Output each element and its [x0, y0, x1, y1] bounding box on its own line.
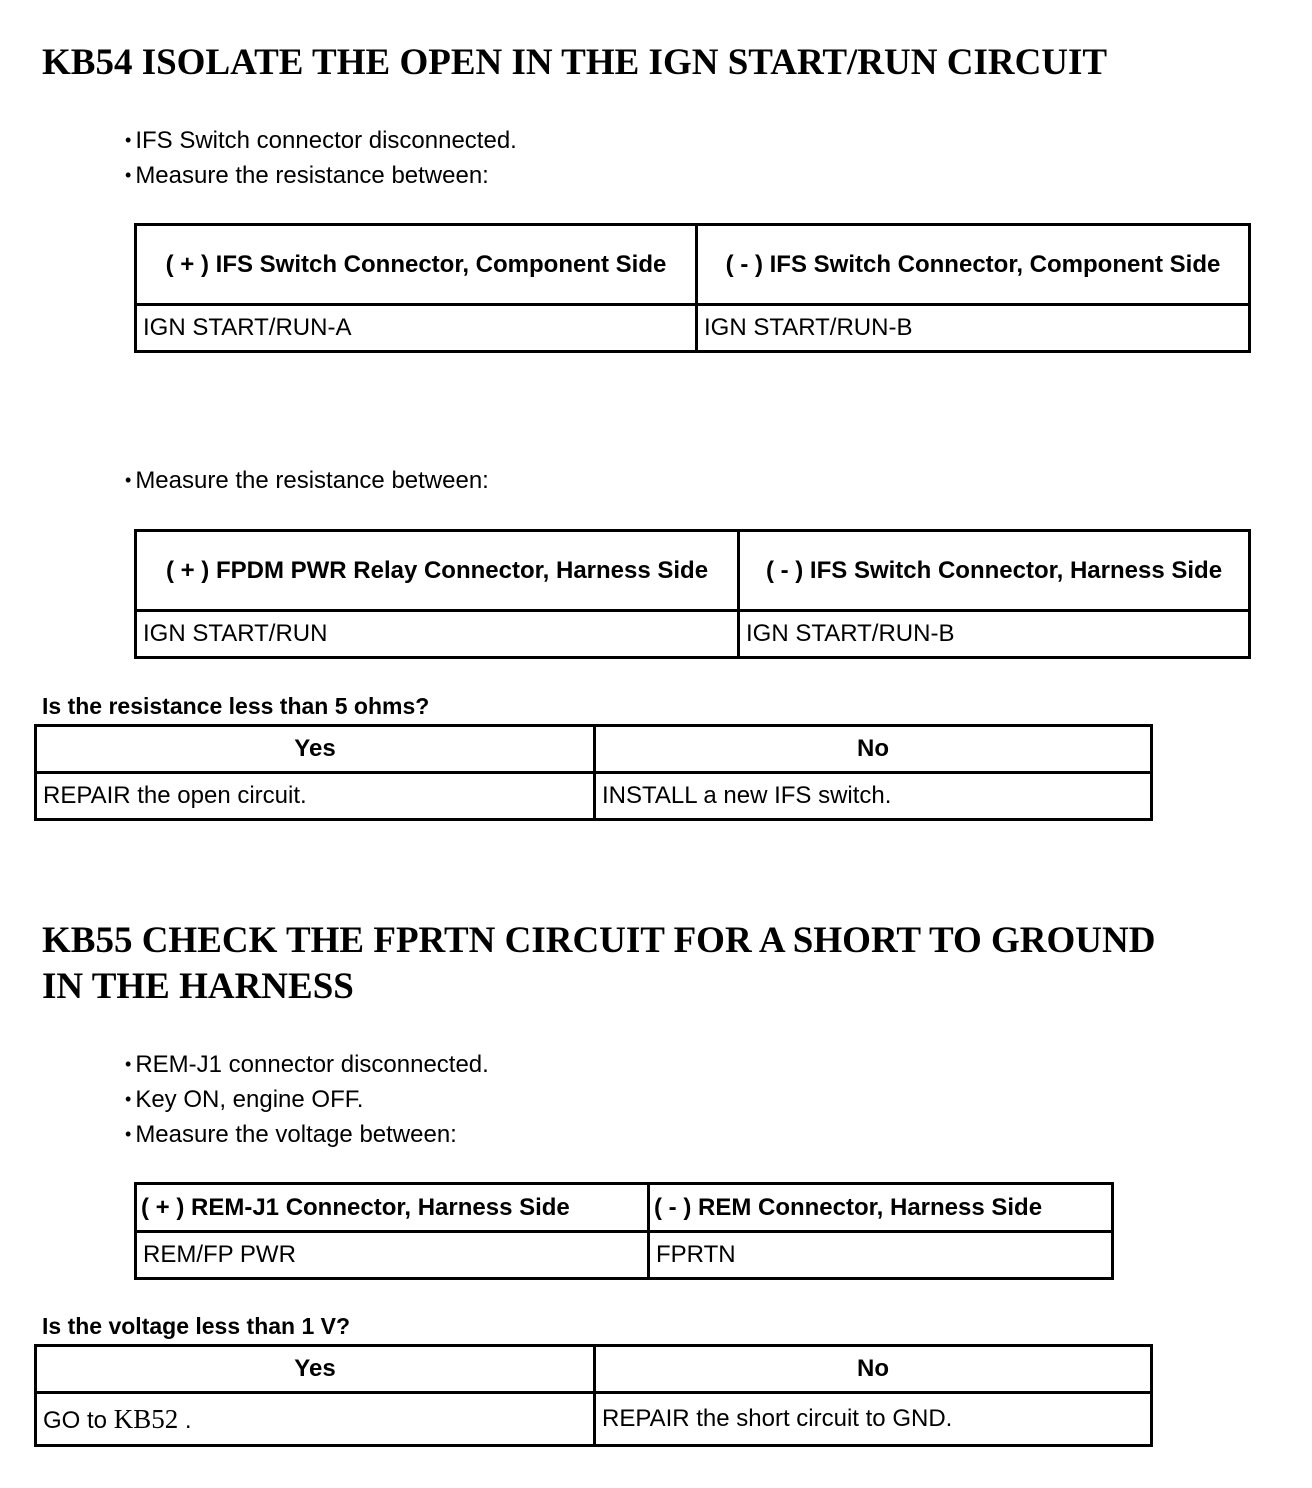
kb55-title-line-2: IN THE HARNESS — [42, 966, 354, 1007]
period: . — [184, 1406, 192, 1434]
cell-yes — [36, 1393, 595, 1446]
cell-no: INSTALL a new IFS switch. — [595, 773, 1152, 820]
bullet: • Measure the resistance between: — [125, 463, 489, 498]
header-cell: ( + ) FPDM PWR Relay Connector, Harness Side — [136, 531, 739, 611]
kb55-question: Is the voltage less than 1 V? — [42, 1313, 351, 1339]
cell-yes: REPAIR the open circuit. — [36, 773, 595, 820]
header-cell: ( - ) IFS Switch Connector, Harness Side — [739, 531, 1250, 611]
cell: IGN START/RUN-A — [136, 305, 697, 352]
kb55-table — [134, 1182, 1114, 1280]
bullet: • Measure the voltage between: — [125, 1117, 489, 1152]
header-cell: ( + ) REM-J1 Connector, Harness Side — [136, 1184, 649, 1232]
kb54-bullets-1 — [125, 123, 517, 193]
cell: FPRTN — [649, 1232, 1113, 1279]
bullet: • REM-J1 connector disconnected. — [125, 1047, 489, 1082]
kb54-table-2 — [134, 529, 1251, 659]
cell: IGN START/RUN-B — [739, 611, 1250, 658]
cell: IGN START/RUN-B — [697, 305, 1250, 352]
header-no: No — [595, 726, 1152, 773]
header-cell: ( + ) IFS Switch Connector, Component Side — [136, 225, 697, 305]
kb55-title-line-1: KB55 CHECK THE FPRTN CIRCUIT FOR A SHORT TO GROUND — [42, 920, 1156, 961]
kb55-bullets — [125, 1047, 489, 1152]
bullet: • IFS Switch connector disconnected. — [125, 123, 517, 158]
header-cell: ( - ) REM Connector, Harness Side — [649, 1184, 1113, 1232]
kb52-link[interactable]: KB52 — [113, 1403, 179, 1434]
header-yes: Yes — [36, 1346, 595, 1393]
kb54-table-1 — [134, 223, 1251, 353]
header-cell: ( - ) IFS Switch Connector, Component Side — [697, 225, 1250, 305]
header-yes: Yes — [36, 726, 595, 773]
bullet: • Measure the resistance between: — [125, 158, 517, 193]
kb54-title: KB54 ISOLATE THE OPEN IN THE IGN START/RUN CIRCUIT — [42, 42, 1108, 83]
kb54-question: Is the resistance less than 5 ohms? — [42, 693, 430, 719]
bullet: • Key ON, engine OFF. — [125, 1082, 489, 1117]
kb55-answer-table — [34, 1344, 1153, 1447]
kb54-answer-table — [34, 724, 1153, 821]
cell: REM/FP PWR — [136, 1232, 649, 1279]
kb54-bullets-2 — [125, 463, 489, 498]
header-no: No — [595, 1346, 1152, 1393]
cell-no: REPAIR the short circuit to GND. — [595, 1393, 1152, 1446]
cell: IGN START/RUN — [136, 611, 739, 658]
go-to-text: GO to — [43, 1406, 108, 1434]
